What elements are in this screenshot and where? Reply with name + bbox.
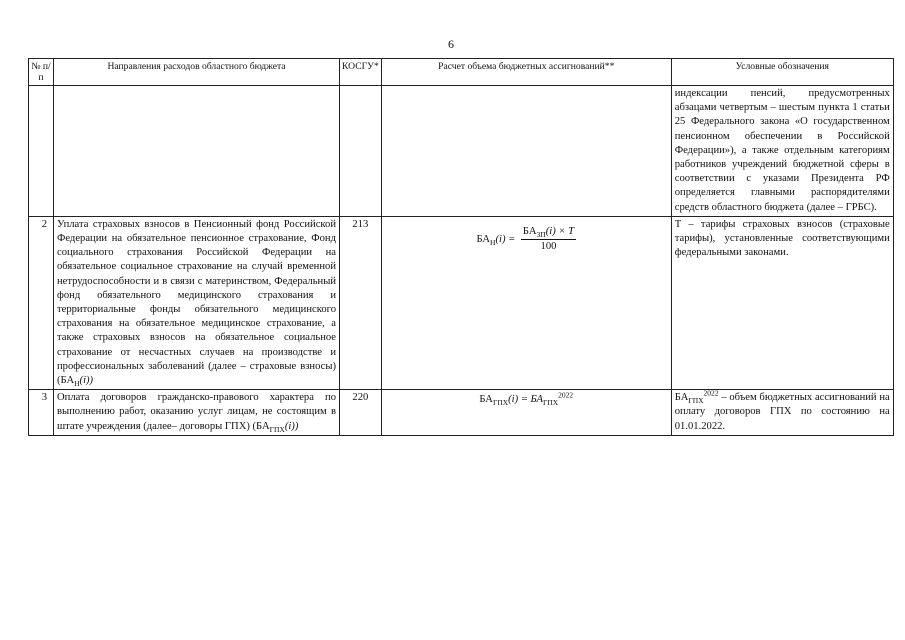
row1-kosgu <box>340 86 382 217</box>
row2-formula-lhs: БА <box>476 233 491 245</box>
row3-legend: $БА_{ГПХ}^{2022}$ – объем бюджетных ассигнований на оплату договоров ГПХ по состоянию на 01.01.2022. <box>671 390 893 436</box>
row3-num: 3 <box>29 390 54 436</box>
header-kosgu: КОСГУ* <box>340 59 382 86</box>
row2-direction <box>54 216 340 389</box>
row2-formula-numerator: $БА_{ЗП}(i) \times T$ <box>522 225 575 239</box>
row3-direction-sub: ГПХ <box>269 424 285 434</box>
budget-table <box>28 58 894 436</box>
header-calc: Расчет объема бюджетных ассигнований** <box>381 59 671 86</box>
row2-formula-fraction <box>521 225 576 254</box>
row2-formula <box>381 216 671 389</box>
row2-kosgu: 213 <box>340 216 382 389</box>
row2-num: 2 <box>29 216 54 389</box>
row2-formula-denominator: 100 <box>540 240 557 252</box>
row1-num <box>29 86 54 217</box>
row3-direction-text: Оплата договоров гражданско-правового характера по выполнению работ, оказанию услуг лицам, не состоящим в штате учреждения (далее– договоры ГПХ) (БА <box>57 392 336 432</box>
page-number: 6 <box>448 37 454 51</box>
row3-direction <box>54 390 340 436</box>
row3-kosgu: 220 <box>340 390 382 436</box>
row2-direction-tail: (i)) <box>79 375 94 387</box>
row1-direction <box>54 86 340 217</box>
table-row <box>29 86 894 217</box>
row1-legend: индексации пенсий, предусмотренных абзацами четвертым – шестым пункта 1 статьи 25 Федерального закона «О государственном пенсионном обеспечении в Российской Федерации»), а также отдельным категориям работников учреждений бюджетной сферы в соответствии с указами Президента РФ определяется главными распорядителями средств областного бюджета (далее – ГРБС). <box>671 86 893 217</box>
row2-formula-arg: (i) = <box>495 233 516 245</box>
row1-calc <box>381 86 671 217</box>
row3-direction-tail: (i)) <box>284 420 299 432</box>
row2-direction-sub: Н <box>74 379 80 389</box>
row2-formula-lhs-sub: Н <box>490 237 496 247</box>
table-header-row <box>29 59 894 86</box>
header-num: № п/п <box>29 59 54 86</box>
header-legend: Условные обозначения <box>671 59 893 86</box>
table-row <box>29 390 894 436</box>
header-direction: Направления расходов областного бюджета <box>54 59 340 86</box>
table-row <box>29 216 894 389</box>
row3-legend-text: – объем бюджетных ассигнований на оплату договоров ГПХ по состоянию на 01.01.2022. <box>674 392 890 432</box>
row2-direction-text: Уплата страховых взносов в Пенсионный фонд Российской Федерации на обязательное пенсионное страхование, Фонд социального страхования Российской Федерации на обязательное социальное страхование на случай временной нетрудоспособности и в связи с материнством, Федеральный фонд обязательного медицинского страхования и территориальные фонды обязательного медицинского страхования на обязательное медицинское страхование, а также страховых взносов на обязательное социальное страхование от несчастных случаев на производстве и профессиональных заболеваний (далее – страховые взносы) (БА <box>57 218 336 387</box>
row2-legend: T – тарифы страховых взносов (страховые тарифы), установленные соответствующими федеральными законами. <box>671 216 893 389</box>
row3-formula: $БА_{ГПХ}(i) = БА_{ГПХ}^{2022}$ <box>381 390 671 436</box>
